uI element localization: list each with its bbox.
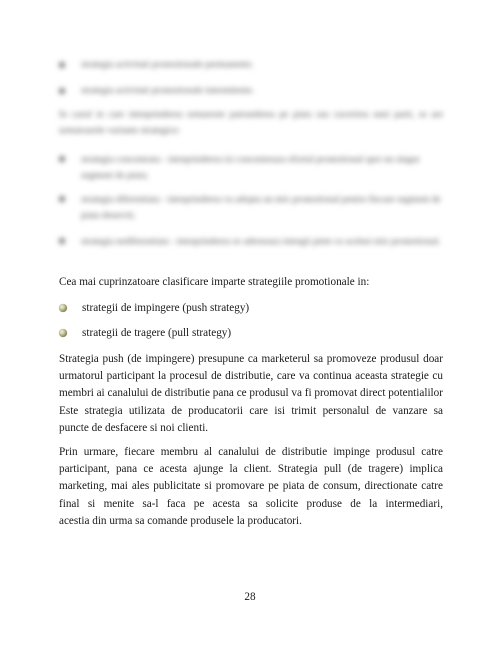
blurred-paragraph: In cazul in care intreprinderea urmareste patrunderea pe piata sau cucerirea unei parti, se are urmatoarele variante strategice:: [59, 109, 443, 136]
blurred-bullet-item: strategia activitati promotionale intermitente.: [59, 84, 254, 98]
text-line: Este strategia utilizata de producatorii care isi trimit personalul de vanzare sa: [59, 404, 443, 417]
text-line: participant, pana ce acesta ajunge la client. Strategia pull (de tragere) implica: [59, 463, 443, 476]
text-line: final si menite sa-l faca pe acesta sa solicite produse de la intermediari,: [59, 497, 443, 510]
bullet-icon: [59, 304, 67, 312]
bullet-icon: [59, 156, 65, 162]
text-line: Prin urmare, fiecare membru al canalului de distributie impinge produsul catre: [59, 446, 443, 458]
text-line: marketing, mai ales publicitate si promovare pe piata de consum, directionate catre: [59, 480, 443, 493]
bullet-icon: [59, 238, 65, 244]
bullet-icon: [59, 196, 65, 202]
text-line: urmatorul participant la procesul de distributie, care va continua aceasta strategie cu: [59, 370, 443, 383]
text-line: acestia din urma sa comande produsele la producatori.: [59, 514, 302, 527]
text-line: puncte de desfacere si noi clienti.: [59, 421, 209, 434]
paragraph-push-strategy: [59, 351, 443, 437]
bullet-icon: [59, 88, 65, 94]
text-line: membri ai canalului de distributie pana ce produsul va fi promovat direct potentialilor: [59, 387, 443, 400]
list-item-push: [59, 301, 249, 315]
blurred-text-region: [0, 50, 500, 270]
blurred-bullet-item: strategia activitati promotionale permanente;: [59, 58, 253, 72]
intro-text: Cea mai cuprinzatoare clasificare imparte strategiile promotionale in:: [59, 276, 370, 288]
list-item-label: strategii de impingere (push strategy): [82, 302, 250, 314]
blurred-bullet-item: strategia diferentiata - intreprinderea va adopta un mix promotional pentru fiecare segment de piata deservit;: [59, 192, 443, 224]
page-number: 28: [244, 591, 256, 603]
blurred-bullet-item: strategia concentrata - intreprinderea isi concentreaza efortul promotional spre un singur segment de piata;: [59, 152, 443, 184]
paragraph-pull-strategy: [59, 444, 443, 530]
list-item-pull: [59, 326, 231, 340]
list-item-label: strategii de tragere (pull strategy): [82, 327, 232, 339]
text-line: Strategia push (de impingere) presupune ca marketerul sa promoveze produsul doar: [59, 353, 443, 365]
bullet-icon: [59, 329, 67, 337]
bullet-icon: [59, 62, 65, 68]
blurred-bullet-item: strategia nediferentiata - intreprinderea se adreseaza intregii piete cu acelasi mix promotional.: [59, 234, 443, 250]
